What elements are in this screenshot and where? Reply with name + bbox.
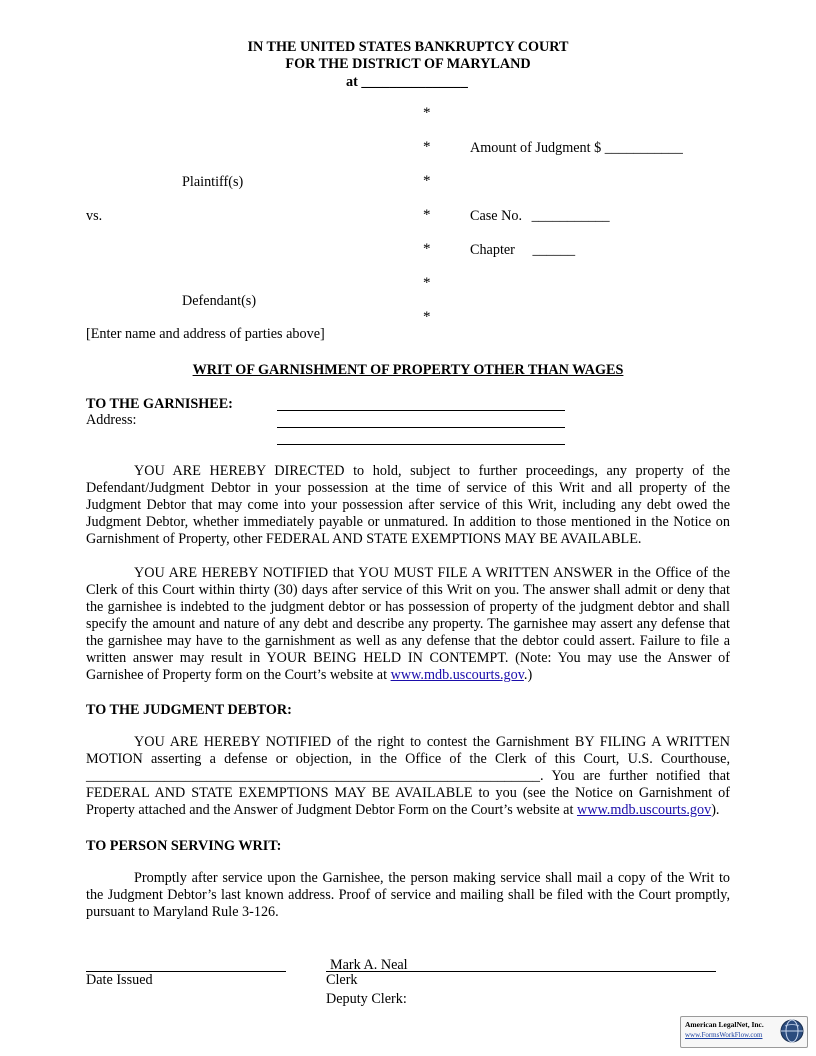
amount-of-judgment bbox=[470, 140, 683, 157]
garnishee-heading: TO THE GARNISHEE: bbox=[86, 396, 233, 412]
chapter bbox=[470, 242, 575, 259]
court-title-line2: FOR THE DISTRICT OF MARYLAND bbox=[285, 56, 531, 72]
paragraph-debtor-notice bbox=[86, 734, 730, 819]
at-label: at bbox=[346, 74, 358, 90]
caption-star: * bbox=[423, 309, 431, 325]
amount-field[interactable]: ___________ bbox=[604, 140, 683, 156]
paragraph-debtor-end: ). bbox=[711, 802, 720, 818]
court-website-link[interactable]: www.mdb.uscourts.gov bbox=[390, 667, 524, 683]
garnishee-address-line-2[interactable] bbox=[277, 444, 565, 445]
at-line bbox=[346, 74, 468, 91]
chapter-field[interactable]: ______ bbox=[532, 242, 576, 258]
paragraph-debtor-text-b: . You are further notified that FEDERAL AND STATE EXEMPTIONS MAY BE AVAILABLE to you (see the Notice on Garnishment of Property attached and the Answer of Judgment Debtor Form on the Court’s website at bbox=[86, 768, 730, 818]
caption-star: * bbox=[423, 275, 431, 291]
serving-heading: TO PERSON SERVING WRIT: bbox=[86, 838, 282, 854]
vs-label: vs. bbox=[86, 208, 103, 224]
caption-star: * bbox=[423, 241, 431, 257]
paragraph-answer-notice bbox=[86, 565, 730, 684]
caption-star: * bbox=[423, 105, 431, 121]
paragraph-serving-text: Promptly after service upon the Garnishee, the person making service shall mail a copy of the Writ to the Judgment Debtor’s last known address. Proof of service and mailing shall be filed with the Court promptly, pursuant to Maryland Rule 3-126. bbox=[86, 870, 730, 920]
garnishee-name-line[interactable] bbox=[277, 410, 565, 411]
garnishee-address-line-1[interactable] bbox=[277, 427, 565, 428]
at-blank[interactable]: _______________ bbox=[361, 74, 468, 90]
paragraph-serving bbox=[86, 870, 730, 921]
globe-icon bbox=[780, 1019, 804, 1043]
judgment-debtor-heading: TO THE JUDGMENT DEBTOR: bbox=[86, 702, 292, 718]
address-label: Address: bbox=[86, 412, 137, 428]
court-website-link-2[interactable]: www.mdb.uscourts.gov bbox=[576, 802, 712, 818]
logo-company: American LegalNet, Inc. bbox=[685, 1020, 764, 1029]
caption-star: * bbox=[423, 173, 431, 189]
plaintiff-label: Plaintiff(s) bbox=[182, 174, 244, 190]
paragraph-debtor-text-a: YOU ARE HEREBY NOTIFIED of the right to contest the Garnishment BY FILING A WRITTEN MOTION asserting a defense or objection, in the Office of the Clerk of this Court, U.S. Courthouse, bbox=[86, 734, 730, 767]
paragraph-directive bbox=[86, 463, 730, 548]
amount-label: Amount of Judgment $ bbox=[470, 140, 602, 156]
case-number bbox=[470, 208, 610, 225]
caption-star: * bbox=[423, 139, 431, 155]
chapter-label: Chapter bbox=[470, 242, 515, 258]
clerk-signature-line[interactable] bbox=[326, 971, 716, 972]
paragraph-directive-text: YOU ARE HEREBY DIRECTED to hold, subject to further proceedings, any property of the Defendant/Judgment Debtor in your possession at the time of service of this Writ and all property of the Judgment Debtor that may come into your possession after service of this Writ, including any debt owed the Judgment Debtor, whether immediately payable or unmatured. In addition to those mentioned in the Notice on Garnishment of Property, other FEDERAL AND STATE EXEMPTIONS MAY BE AVAILABLE. bbox=[86, 463, 730, 547]
courthouse-blank[interactable]: ________________________________________________________________ bbox=[86, 768, 540, 784]
clerk-label: Clerk bbox=[326, 972, 358, 988]
parties-note: [Enter name and address of parties above] bbox=[86, 326, 325, 342]
logo-website[interactable]: www.FormsWorkFlow.com bbox=[685, 1031, 763, 1039]
clerk-name: Mark A. Neal bbox=[330, 957, 408, 973]
american-legalnet-logo bbox=[680, 1016, 808, 1048]
case-label: Case No. bbox=[470, 208, 523, 224]
paragraph-answer-text: YOU ARE HEREBY NOTIFIED that YOU MUST FILE A WRITTEN ANSWER in the Office of the Clerk of this Court within thirty (30) days after service of this Writ on you. The answer shall admit or deny that the garnishee is indebted to the judgment debtor or has possession of property of the judgment debtor and shall specify the amount and nature of any debt and describe any property. The garnishee may assert any defense that the garnishee may have to the garnishment as well as any defense that the debtor could assert. Failure to file a written answer may result in YOUR BEING HELD IN CONTEMPT. (Note: You may use the Answer of Garnishee of Property form on the Court’s website at bbox=[86, 565, 730, 683]
paragraph-answer-end: .) bbox=[523, 667, 533, 683]
case-number-field[interactable]: ___________ bbox=[531, 208, 610, 224]
caption-star: * bbox=[423, 207, 431, 223]
document-title: WRIT OF GARNISHMENT OF PROPERTY OTHER THAN WAGES bbox=[192, 362, 624, 378]
court-title-line1: IN THE UNITED STATES BANKRUPTCY COURT bbox=[247, 39, 569, 55]
defendant-label: Defendant(s) bbox=[182, 293, 257, 309]
deputy-clerk-label: Deputy Clerk: bbox=[326, 991, 407, 1007]
date-issued-label: Date Issued bbox=[86, 972, 153, 988]
